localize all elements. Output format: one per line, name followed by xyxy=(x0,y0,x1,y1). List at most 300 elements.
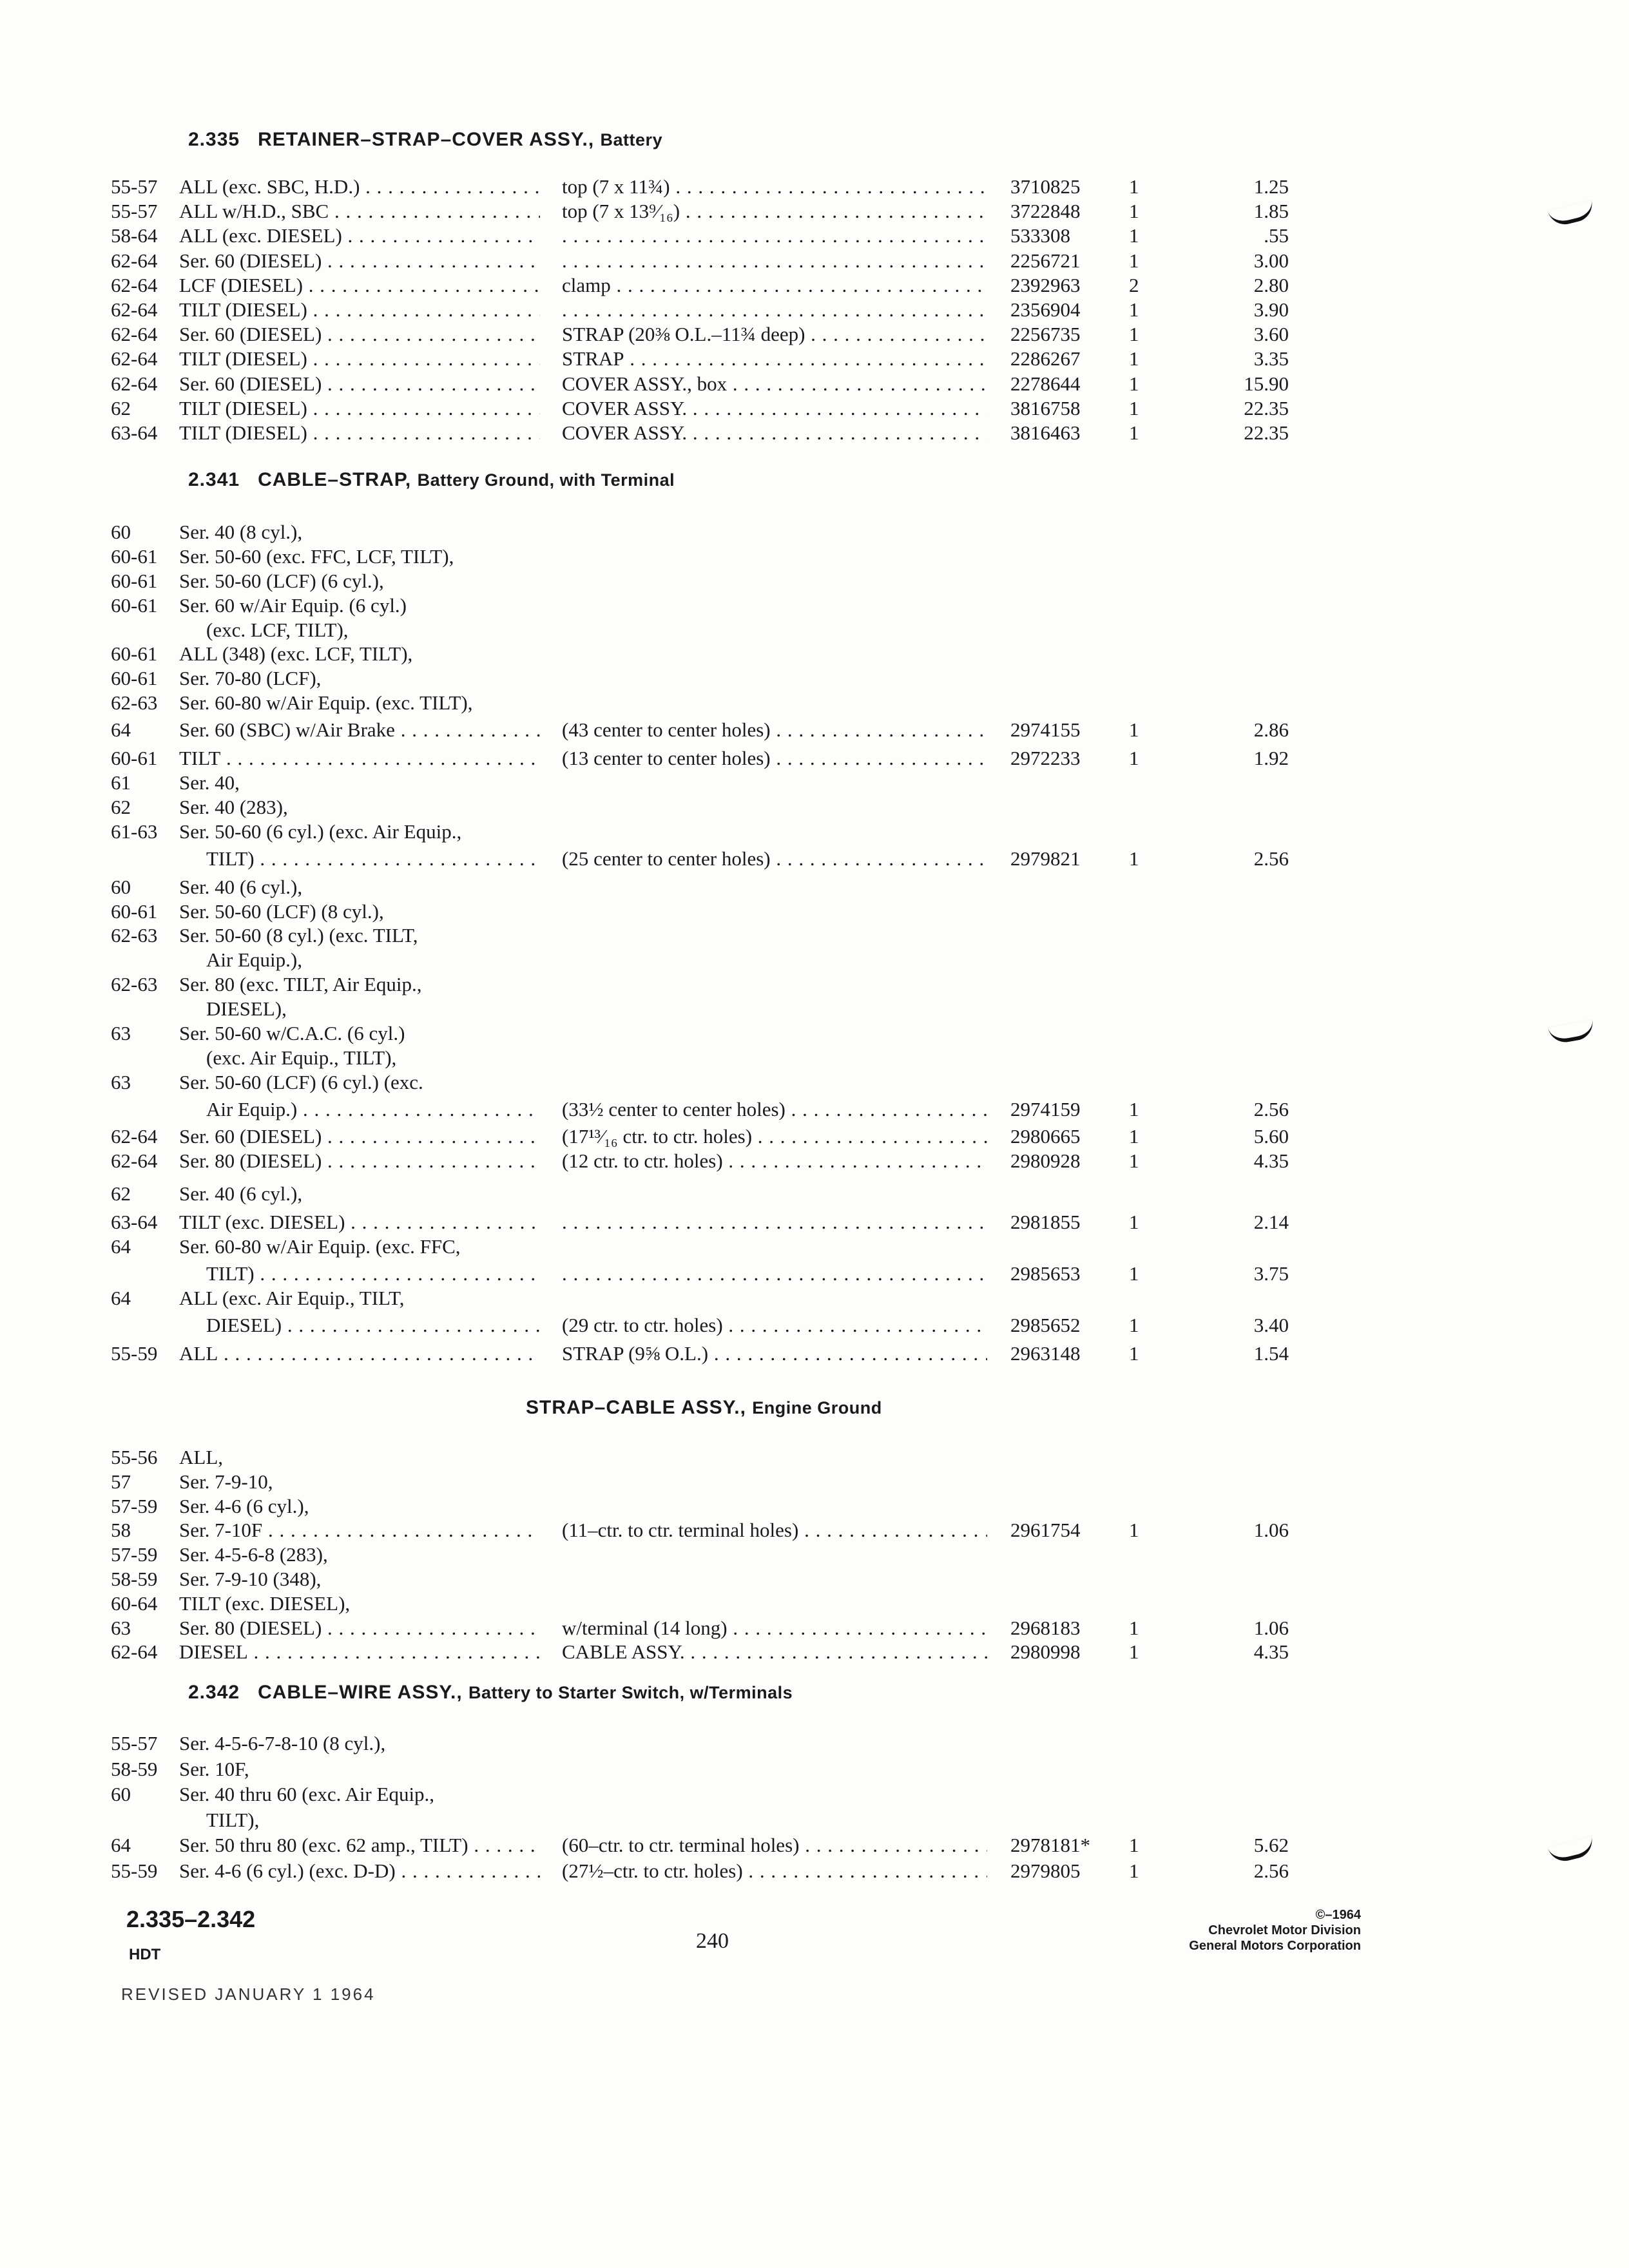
parts-row xyxy=(0,1640,1629,1665)
price-text: 4.35 xyxy=(1253,1149,1289,1172)
model-years-text: 60-61 xyxy=(111,667,158,689)
model-years-text: 62-63 xyxy=(111,924,158,947)
price-text: 5.62 xyxy=(1253,1834,1289,1856)
model-years-text: 60 xyxy=(111,521,131,543)
model-years xyxy=(111,747,157,770)
price xyxy=(1199,224,1289,247)
model-years xyxy=(111,771,131,794)
copyright-block xyxy=(1121,1907,1361,1954)
model-years-text: 60 xyxy=(111,1783,131,1805)
model-years xyxy=(111,1758,157,1781)
part-number xyxy=(1010,372,1081,396)
model-years-text: 57 xyxy=(111,1470,131,1493)
parts-row xyxy=(0,796,1629,820)
application xyxy=(179,1640,540,1664)
price xyxy=(1199,1262,1289,1285)
application xyxy=(179,1834,540,1857)
part-number xyxy=(1010,1149,1081,1173)
application xyxy=(179,1543,540,1566)
application xyxy=(179,1470,540,1494)
part-number xyxy=(1010,298,1081,322)
section-number: 2.335 xyxy=(188,129,240,150)
model-years-text: 62-64 xyxy=(111,347,158,370)
price xyxy=(1199,1617,1289,1640)
part-number-text: 2356904 xyxy=(1010,298,1081,321)
application xyxy=(206,1809,259,1832)
application-text: Ser. 7-10F xyxy=(179,1519,263,1541)
application xyxy=(179,820,540,843)
parts-row xyxy=(0,667,1629,691)
parts-row xyxy=(0,1543,1629,1568)
parts-row xyxy=(0,1235,1629,1260)
application xyxy=(179,796,540,819)
parts-row xyxy=(0,1519,1629,1543)
model-years-text: 62-64 xyxy=(111,298,158,321)
model-years-text: 62-63 xyxy=(111,691,158,714)
model-years xyxy=(111,1568,157,1591)
parts-row xyxy=(0,876,1629,900)
description xyxy=(562,372,987,396)
price xyxy=(1199,1834,1289,1857)
quantity-text: 1 xyxy=(1129,1314,1139,1336)
application-text: Ser. 80 (exc. TILT, Air Equip., xyxy=(179,973,422,995)
price-text: 2.56 xyxy=(1253,847,1289,870)
page-number: 240 xyxy=(696,1929,729,1953)
application-text: Ser. 80 (DIESEL) xyxy=(179,1617,322,1639)
model-years xyxy=(111,1834,131,1857)
application xyxy=(179,1783,540,1806)
model-years-text: 58 xyxy=(111,1519,131,1541)
application-text: Ser. 7-9-10 (348), xyxy=(179,1568,322,1590)
quantity-text: 1 xyxy=(1129,249,1139,272)
parts-row xyxy=(0,323,1629,347)
application xyxy=(179,1287,540,1310)
application xyxy=(206,1262,540,1285)
description xyxy=(562,747,987,770)
part-number-text: 2985653 xyxy=(1010,1262,1081,1285)
model-years-text: 62-64 xyxy=(111,1640,158,1663)
application-text: Ser. 60-80 w/Air Equip. (exc. TILT), xyxy=(179,691,473,714)
price xyxy=(1199,1314,1289,1337)
model-years-text: 62-64 xyxy=(111,372,158,395)
parts-row xyxy=(0,1592,1629,1617)
part-number-text: 3816463 xyxy=(1010,421,1081,444)
model-years-text: 62-64 xyxy=(111,1149,158,1172)
quantity-text: 1 xyxy=(1129,323,1139,345)
application xyxy=(179,1495,540,1518)
application-text: ALL xyxy=(179,1342,218,1365)
model-years-text: 55-57 xyxy=(111,175,158,198)
model-years xyxy=(111,274,157,297)
model-years xyxy=(111,876,131,899)
application xyxy=(179,1182,540,1206)
model-years xyxy=(111,900,157,923)
description xyxy=(562,847,987,870)
application xyxy=(206,847,540,870)
parts-row xyxy=(0,1758,1629,1782)
application-text: Ser. 60 (SBC) w/Air Brake xyxy=(179,718,395,741)
quantity xyxy=(1129,397,1139,420)
price-text: 2.86 xyxy=(1253,718,1289,741)
model-years-text: 58-59 xyxy=(111,1758,158,1780)
model-years xyxy=(111,1125,157,1148)
application-text: Ser. 50 thru 80 (exc. 62 amp., TILT) xyxy=(179,1834,468,1856)
part-number-text: 2972233 xyxy=(1010,747,1081,769)
application xyxy=(179,397,540,420)
part-number-text: 2980928 xyxy=(1010,1149,1081,1172)
price-text: 22.35 xyxy=(1244,421,1289,444)
application-text: DIESEL), xyxy=(206,997,287,1020)
section-title: CABLE–STRAP, xyxy=(258,469,412,490)
description-text: COVER ASSY., box xyxy=(562,372,728,395)
description xyxy=(562,1211,987,1234)
part-number xyxy=(1010,347,1081,370)
application xyxy=(179,224,540,247)
model-years xyxy=(111,796,131,819)
application-text: TILT), xyxy=(206,1809,260,1831)
quantity xyxy=(1129,274,1139,297)
application-text: Air Equip.) xyxy=(206,1098,298,1120)
parts-row xyxy=(0,1314,1629,1338)
parts-row xyxy=(0,200,1629,224)
application xyxy=(179,1592,540,1615)
description xyxy=(562,1262,987,1285)
model-years xyxy=(111,1211,157,1234)
model-years-text: 63-64 xyxy=(111,1211,158,1233)
model-years-text: 60-61 xyxy=(111,594,158,617)
description-text: (17¹³⁄₁₆ ctr. to ctr. holes) xyxy=(562,1125,753,1148)
description-text: STRAP xyxy=(562,347,624,370)
parts-row xyxy=(0,1182,1629,1207)
quantity xyxy=(1129,1519,1139,1542)
price-text: 2.80 xyxy=(1253,274,1289,296)
model-years xyxy=(111,1860,157,1883)
application xyxy=(179,1211,540,1234)
application xyxy=(179,421,540,445)
model-years-text: 58-59 xyxy=(111,1568,158,1590)
application-text: Ser. 50-60 (exc. FFC, LCF, TILT), xyxy=(179,545,454,568)
application-text: Ser. 4-6 (6 cyl.), xyxy=(179,1495,309,1517)
description-text: (11–ctr. to ctr. terminal holes) xyxy=(562,1519,799,1541)
part-number-text: 533308 xyxy=(1010,224,1070,247)
part-number xyxy=(1010,224,1070,247)
application xyxy=(179,718,540,742)
quantity xyxy=(1129,1149,1139,1173)
model-years xyxy=(111,200,157,223)
parts-row xyxy=(0,1617,1629,1641)
parts-row xyxy=(0,1470,1629,1495)
copyright-corporation: General Motors Corporation xyxy=(1189,1939,1361,1953)
part-number xyxy=(1010,1125,1081,1148)
parts-row xyxy=(0,298,1629,323)
model-years xyxy=(111,1287,131,1310)
application xyxy=(179,323,540,346)
application-text: Ser. 50-60 w/C.A.C. (6 cyl.) xyxy=(179,1022,405,1044)
quantity-text: 1 xyxy=(1129,1834,1139,1856)
quantity xyxy=(1129,200,1139,223)
model-years xyxy=(111,298,157,322)
model-years xyxy=(111,570,157,593)
model-years-text: 62-64 xyxy=(111,1125,158,1148)
price xyxy=(1199,323,1289,346)
part-number-text: 2392963 xyxy=(1010,274,1081,296)
model-years-text: 62 xyxy=(111,796,131,818)
price xyxy=(1199,397,1289,420)
quantity xyxy=(1129,224,1139,247)
part-number xyxy=(1010,1262,1081,1285)
model-years xyxy=(111,1071,131,1094)
part-number-text: 3710825 xyxy=(1010,175,1081,198)
description-text: clamp xyxy=(562,274,611,296)
parts-row xyxy=(0,642,1629,667)
model-years-text: 55-56 xyxy=(111,1446,158,1468)
description xyxy=(562,1617,987,1640)
price xyxy=(1199,372,1289,396)
description xyxy=(562,175,987,198)
application xyxy=(179,1732,540,1755)
price-text: 3.90 xyxy=(1253,298,1289,321)
quantity-text: 1 xyxy=(1129,1617,1139,1639)
model-years xyxy=(111,820,157,843)
price-text: 3.00 xyxy=(1253,249,1289,272)
application-text: TILT xyxy=(179,747,221,769)
parts-row xyxy=(0,249,1629,274)
application xyxy=(179,1125,540,1148)
section-subtitle: Engine Ground xyxy=(752,1398,882,1418)
price-text: 1.06 xyxy=(1253,1519,1289,1541)
model-years-text: 64 xyxy=(111,718,131,741)
description xyxy=(562,1640,987,1664)
model-years-text: 60-61 xyxy=(111,747,158,769)
part-number-text: 2974159 xyxy=(1010,1098,1081,1120)
parts-row xyxy=(0,421,1629,446)
part-number-text: 2978181* xyxy=(1010,1834,1090,1856)
description xyxy=(562,323,987,346)
application-text: Ser. 50-60 (6 cyl.) (exc. Air Equip., xyxy=(179,820,462,843)
application-text: ALL (exc. SBC, H.D.) xyxy=(179,175,360,198)
quantity xyxy=(1129,718,1139,742)
model-years-text: 55-57 xyxy=(111,200,158,222)
description xyxy=(562,1125,987,1148)
part-number xyxy=(1010,1342,1081,1365)
description xyxy=(562,224,987,247)
application xyxy=(179,691,540,715)
part-number xyxy=(1010,323,1081,346)
description-text: (12 ctr. to ctr. holes) xyxy=(562,1149,723,1172)
model-years-text: 55-57 xyxy=(111,1732,158,1754)
part-number xyxy=(1010,747,1081,770)
price xyxy=(1199,718,1289,742)
part-number xyxy=(1010,1834,1090,1857)
model-years xyxy=(111,924,157,947)
model-years-text: 64 xyxy=(111,1834,131,1856)
section-title: RETAINER–STRAP–COVER ASSY., xyxy=(258,129,595,150)
quantity-text: 1 xyxy=(1129,718,1139,741)
model-years-text: 55-59 xyxy=(111,1342,158,1365)
description-text: COVER ASSY. xyxy=(562,421,688,444)
model-years xyxy=(111,224,157,247)
parts-row xyxy=(0,619,1629,643)
copyright-year: ©–1964 xyxy=(1315,1908,1361,1922)
quantity-text: 1 xyxy=(1129,1860,1139,1882)
application-text: LCF (DIESEL) xyxy=(179,274,304,296)
model-years-text: 62 xyxy=(111,397,131,419)
application-text: Air Equip.), xyxy=(206,948,302,971)
application xyxy=(179,1446,540,1469)
model-years xyxy=(111,1640,157,1664)
part-number xyxy=(1010,397,1081,420)
application-text: DIESEL) xyxy=(206,1314,282,1336)
quantity xyxy=(1129,1617,1139,1640)
price xyxy=(1199,249,1289,273)
model-years-text: 57-59 xyxy=(111,1543,158,1566)
price-text: 1.25 xyxy=(1253,175,1289,198)
parts-row xyxy=(0,847,1629,872)
part-number-text: 2256721 xyxy=(1010,249,1081,272)
description-text: (13 center to center holes) xyxy=(562,747,771,769)
price xyxy=(1199,1640,1289,1664)
parts-row xyxy=(0,545,1629,570)
parts-row xyxy=(0,948,1629,973)
application xyxy=(179,1617,540,1640)
description-text: (33½ center to center holes) xyxy=(562,1098,786,1120)
description xyxy=(562,397,987,420)
application-text: Ser. 60 w/Air Equip. (6 cyl.) xyxy=(179,594,407,617)
parts-row xyxy=(0,521,1629,545)
application-text: Ser. 4-5-6-7-8-10 (8 cyl.), xyxy=(179,1732,386,1754)
part-number xyxy=(1010,1314,1081,1337)
model-years xyxy=(111,1022,131,1045)
application xyxy=(179,876,540,899)
quantity-text: 1 xyxy=(1129,372,1139,395)
model-code: HDT xyxy=(129,1946,161,1963)
parts-row xyxy=(0,1098,1629,1122)
application-text: TILT (DIESEL) xyxy=(179,298,307,321)
quantity xyxy=(1129,847,1139,870)
model-years-text: 62-64 xyxy=(111,249,158,272)
model-years-text: 63-64 xyxy=(111,421,158,444)
quantity-text: 1 xyxy=(1129,1149,1139,1172)
price xyxy=(1199,1860,1289,1883)
quantity-text: 1 xyxy=(1129,224,1139,247)
parts-row xyxy=(0,1342,1629,1367)
model-years-text: 57-59 xyxy=(111,1495,158,1517)
application xyxy=(179,973,540,996)
description xyxy=(562,421,987,445)
model-years-text: 60 xyxy=(111,876,131,898)
parts-row xyxy=(0,900,1629,925)
application-text: Ser. 40, xyxy=(179,771,240,794)
model-years-text: 60-61 xyxy=(111,642,158,665)
application-text: ALL, xyxy=(179,1446,224,1468)
price-text: .55 xyxy=(1264,224,1289,247)
parts-row xyxy=(0,224,1629,249)
description xyxy=(562,298,987,322)
part-number xyxy=(1010,1640,1081,1664)
quantity xyxy=(1129,372,1139,396)
application-text: Ser. 60 (DIESEL) xyxy=(179,249,322,272)
application xyxy=(179,298,540,322)
price xyxy=(1199,298,1289,322)
application xyxy=(179,1758,540,1781)
model-years xyxy=(111,1495,157,1518)
model-years xyxy=(111,397,131,420)
part-number-text: 2979805 xyxy=(1010,1860,1081,1882)
price-text: 2.56 xyxy=(1253,1860,1289,1882)
parts-row xyxy=(0,771,1629,796)
quantity-text: 1 xyxy=(1129,847,1139,870)
quantity-text: 1 xyxy=(1129,1262,1139,1285)
model-years xyxy=(111,691,157,715)
model-years-text: 60-61 xyxy=(111,900,158,923)
section-title: STRAP–CABLE ASSY., xyxy=(526,1397,746,1418)
application xyxy=(179,249,540,273)
section-header xyxy=(188,129,662,151)
quantity xyxy=(1129,298,1139,322)
model-years xyxy=(111,1543,157,1566)
application-text: Ser. 7-9-10, xyxy=(179,1470,273,1493)
part-number-text: 3722848 xyxy=(1010,200,1081,222)
parts-row xyxy=(0,594,1629,619)
model-years-text: 62-64 xyxy=(111,323,158,345)
part-number-text: 2968183 xyxy=(1010,1617,1081,1639)
quantity xyxy=(1129,1342,1139,1365)
model-years xyxy=(111,1149,157,1173)
part-number-text: 2278644 xyxy=(1010,372,1081,395)
application-text: TILT (exc. DIESEL), xyxy=(179,1592,351,1615)
application xyxy=(179,274,540,297)
application xyxy=(179,594,540,617)
application xyxy=(206,619,349,642)
parts-row xyxy=(0,1568,1629,1592)
part-number-text: 2979821 xyxy=(1010,847,1081,870)
model-years-text: 60-61 xyxy=(111,570,158,592)
parts-row xyxy=(0,1446,1629,1470)
application-text: TILT (DIESEL) xyxy=(179,397,307,419)
quantity xyxy=(1129,747,1139,770)
part-number-text: 3816758 xyxy=(1010,397,1081,419)
quantity-text: 1 xyxy=(1129,347,1139,370)
price xyxy=(1199,1149,1289,1173)
description-text: STRAP (9⅝ O.L.) xyxy=(562,1342,709,1365)
quantity-text: 1 xyxy=(1129,200,1139,222)
parts-row xyxy=(0,1809,1629,1833)
part-number-text: 2980998 xyxy=(1010,1640,1081,1663)
model-years xyxy=(111,1470,131,1494)
description-text: (27½–ctr. to ctr. holes) xyxy=(562,1860,743,1882)
copyright-division: Chevrolet Motor Division xyxy=(1208,1923,1361,1937)
price-text: 2.14 xyxy=(1253,1211,1289,1233)
model-years xyxy=(111,175,157,198)
price-text: 2.56 xyxy=(1253,1098,1289,1120)
application xyxy=(179,1149,540,1173)
application xyxy=(179,545,540,568)
quantity-text: 1 xyxy=(1129,1342,1139,1365)
parts-row xyxy=(0,924,1629,948)
price-text: 1.54 xyxy=(1253,1342,1289,1365)
description xyxy=(562,274,987,297)
part-number xyxy=(1010,274,1081,297)
application-text: Ser. 40 (6 cyl.), xyxy=(179,1182,303,1205)
application xyxy=(179,1071,540,1094)
parts-row xyxy=(0,718,1629,743)
section-title: CABLE–WIRE ASSY., xyxy=(258,1682,463,1703)
description-text: top (7 x 13⁹⁄₁₆) xyxy=(562,200,680,222)
price-text: 3.75 xyxy=(1253,1262,1289,1285)
price-text: 3.35 xyxy=(1253,347,1289,370)
quantity-text: 1 xyxy=(1129,1211,1139,1233)
model-years xyxy=(111,1592,157,1615)
